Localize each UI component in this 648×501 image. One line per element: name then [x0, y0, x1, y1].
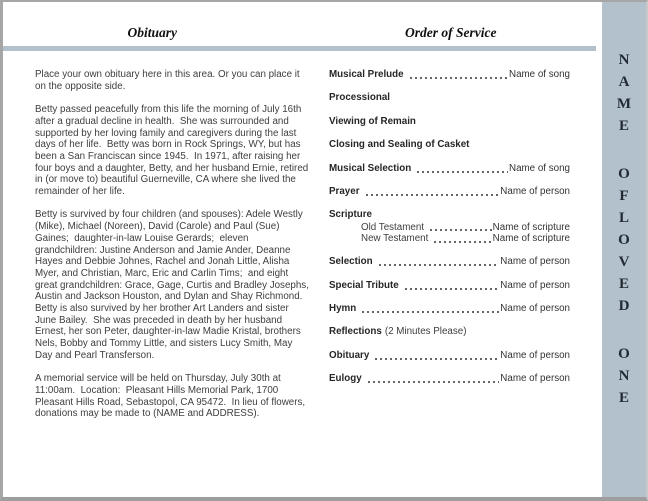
banner-letter: A — [618, 74, 630, 90]
dot-leader — [417, 171, 508, 173]
service-item — [329, 256, 570, 268]
service-item-value: Name of song — [509, 162, 570, 174]
banner-letter: N — [618, 52, 630, 68]
obituary-column — [35, 69, 312, 432]
service-item-label: Processional — [329, 92, 390, 104]
dot-leader — [430, 229, 492, 231]
column-headers — [3, 2, 600, 46]
service-item — [329, 163, 570, 175]
service-item — [329, 69, 570, 81]
banner-letter: V — [618, 254, 630, 270]
page-content — [3, 2, 600, 497]
banner-letter: O — [618, 232, 630, 248]
service-item — [329, 139, 570, 151]
order-of-service-header: Order of Service — [405, 25, 497, 40]
service-item-label: Eulogy — [329, 373, 362, 385]
service-item-value: Name of person — [500, 256, 570, 268]
service-item-label: New Testament — [361, 233, 429, 245]
service-item-label: Closing and Sealing of Casket — [329, 139, 470, 151]
obituary-paragraph: Betty passed peacefully from this life the morning of July 16th after a gradual decline in health. She was surrounded and supported by her loving family and caregivers during the last days of her life. Betty was born in Rock Springs, WY, but has been a San Franciscan since 1945. In 1971, after raising her four boys and a daughter, Betty, and her husband Ernie, retired in (or move to) beautiful Guerneville, CA where she lived the remainder of her life. — [35, 104, 311, 198]
service-item-value: Name of person — [500, 303, 570, 315]
obituary-paragraph: A memorial service will be held on Thursday, July 30th at 11:00am. Location: Pleasant Hills Memorial Park, 1700 Pleasant Hills Road, Sebastopol, CA 95472. In lieu of flowers, donations may be made to (NAME and ADDRESS). — [35, 373, 308, 420]
service-item-label: Hymn — [329, 303, 357, 315]
service-item-label: Reflections — [329, 326, 382, 338]
service-item-value: Name of person — [500, 185, 570, 197]
service-item-value: Name of person — [500, 349, 570, 361]
service-item-label: Old Testament — [361, 221, 424, 233]
service-sub-item — [361, 233, 570, 245]
service-item-note: (2 Minutes Please) — [384, 326, 467, 338]
service-item — [329, 350, 570, 362]
service-item-label: Obituary — [329, 349, 370, 361]
service-item-label: Scripture — [329, 209, 373, 221]
banner-letter: E — [618, 118, 629, 134]
dot-leader — [405, 288, 500, 290]
banner-letter: M — [616, 96, 632, 112]
obituary-header: Obituary — [127, 25, 177, 40]
dot-leader — [434, 241, 491, 243]
service-item-label: Special Tribute — [329, 279, 399, 291]
banner-letter: E — [618, 276, 629, 292]
banner-letter: O — [618, 346, 630, 362]
dot-leader — [375, 358, 499, 360]
dot-leader — [368, 381, 500, 383]
service-item-value: Name of person — [500, 279, 570, 291]
service-item-label: Musical Selection — [329, 162, 412, 174]
banner-letter: O — [618, 166, 630, 182]
banner-letter: F — [619, 188, 629, 204]
banner-letter: N — [618, 368, 630, 384]
dot-leader — [362, 311, 499, 313]
banner-letter: L — [618, 210, 629, 226]
main-columns — [3, 51, 600, 432]
service-item-label: Viewing of Remain — [329, 115, 416, 127]
banner-letter: D — [618, 298, 630, 314]
service-sub-item — [361, 222, 570, 234]
service-item — [329, 209, 570, 221]
service-item-label: Prayer — [329, 185, 360, 197]
obituary-paragraph: Place your own obituary here in this area. Or you can place it on the opposite side. — [35, 69, 303, 92]
service-item-value: Name of song — [509, 69, 570, 80]
service-item-label: Selection — [329, 256, 373, 268]
service-item-value: Name of person — [500, 373, 570, 385]
service-item — [329, 303, 570, 315]
order-of-service-column — [329, 69, 570, 432]
banner-letter: E — [618, 390, 629, 406]
service-item — [329, 116, 570, 128]
dot-leader — [410, 77, 508, 79]
service-item — [329, 92, 570, 104]
name-of-loved-one-banner — [602, 2, 646, 497]
service-item — [329, 280, 570, 292]
service-item — [329, 186, 570, 198]
dot-leader — [366, 194, 500, 196]
dot-leader — [379, 264, 500, 266]
service-item — [329, 373, 570, 385]
service-item-label: Musical Prelude — [329, 69, 404, 80]
service-item-value: Name of scripture — [492, 221, 570, 233]
obituary-paragraph: Betty is survived by four children (and spouses): Adele Westly (Mike), Michael (Noreen), David (Carole) and Paul (Sue) Gaines; daughter-in-law Louise Gerards; eleven grandchildren: Justine Anderson and Jamie Ander, Deanne Hayes and Debbie Johnes, Rachel and Jonah Little, Alisha Myer, and Christian, Marc, Eric and Carlin Tims; and eight great grandchildren: Grace, Gage, Curtis and Bradley Josephs, Austin and Jackson Houston, and Dylan and Shay Richmond. Betty is also survived by her brother Art Landers and sister June Bailey. She was preceded in death by her husband Ernest, her son Peter, daughter-in-law Madie Kristal, brothers Nels, Bobby and Tommy Little, and sisters Lucy Smith, May Day and Pearl Transferson. — [35, 209, 312, 361]
service-item-value: Name of scripture — [492, 233, 570, 245]
service-item — [329, 326, 570, 338]
